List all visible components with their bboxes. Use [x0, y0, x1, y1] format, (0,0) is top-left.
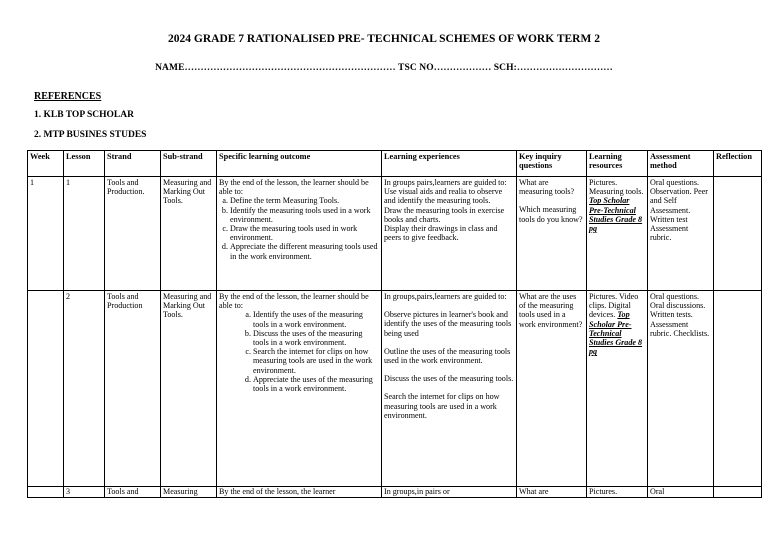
list-item: d. Appreciate the uses of the measuring tools in a work environment. — [253, 375, 379, 393]
experience-line: Observe pictures in learner's book and identify the uses of the measuring tools being used — [384, 310, 512, 338]
experience-line: Outline the uses of the measuring tools used in the work environment. — [384, 346, 511, 366]
outcome-intro: By the end of the lesson, the learner should be able to: — [219, 178, 369, 197]
question-line: Which measuring tools do you know? — [519, 205, 583, 224]
list-item: d. Appreciate the different measuring tools used in the work environment. — [230, 242, 379, 260]
outcome-list — [219, 310, 379, 393]
cell-experiences — [382, 291, 517, 487]
cell-substrand: Measuring and Marking Out Tools. — [161, 291, 217, 487]
experience-line: Draw the measuring tools in exercise books and charts. — [384, 205, 505, 224]
scheme-of-work-table — [27, 150, 762, 498]
list-item: a. Define the term Measuring Tools. — [230, 196, 379, 205]
document-title: 2024 GRADE 7 RATIONALISED PRE- TECHNICAL SCHEMES OF WORK TERM 2 — [168, 33, 600, 45]
references-heading: REFERENCES — [34, 91, 102, 102]
reference-item: 2. MTP BUSINES STUDES — [34, 130, 147, 140]
cell-lesson: 1 — [64, 177, 105, 291]
cell-substrand: Measuring — [161, 487, 217, 498]
cell-assessment: Oral questions. Observation. Peer and Self Assessment. Written test Assessment rubric. — [648, 177, 714, 291]
table-row — [28, 487, 762, 498]
resources-text: Pictures. Measuring tools. — [589, 178, 644, 197]
list-item: a. Identify the uses of the measuring tools in a work environment. — [253, 310, 379, 328]
header-strand: Strand — [105, 151, 161, 177]
cell-outcome: By the end of the lesson, the learner — [217, 487, 382, 498]
cell-questions — [517, 177, 587, 291]
cell-experiences — [382, 177, 517, 291]
resources-text: Pictures. Video clips. Digital devices. — [589, 292, 639, 320]
header-key-inquiry-questions: Key inquiry questions — [517, 151, 587, 177]
header-lesson: Lesson — [64, 151, 105, 177]
cell-lesson: 3 — [64, 487, 105, 498]
reference-item: 1. KLB TOP SCHOLAR — [34, 110, 134, 120]
cell-week — [28, 291, 64, 487]
table-row — [28, 177, 762, 291]
cell-questions: What are — [517, 487, 587, 498]
header-assessment-method: Assessment method — [648, 151, 714, 177]
cell-strand: Tools and Production — [105, 291, 161, 487]
cell-lesson: 2 — [64, 291, 105, 487]
cell-strand: Tools and Production. — [105, 177, 161, 291]
question-line: What are the uses of the measuring tools used in a work environment? — [519, 292, 583, 329]
cell-week — [28, 487, 64, 498]
outcome-list — [219, 196, 379, 260]
cell-week: 1 — [28, 177, 64, 291]
header-learning-experiences: Learning experiences — [382, 151, 517, 177]
experience-line: Discuss the uses of the measuring tools. — [384, 374, 514, 384]
experience-line: In groups,pairs,learners are guided to: — [384, 292, 507, 301]
cell-resources — [587, 291, 648, 487]
cell-resources — [587, 177, 648, 291]
outcome-intro: By the end of the lesson, the learner should be able to: — [219, 292, 369, 311]
resources-reference: Top Scholar Pre-Technical Studies Grade 8 pg — [589, 196, 643, 234]
list-item: c. Draw the measuring tools used in work environment. — [230, 224, 379, 242]
header-learning-resources: Learning resources — [587, 151, 648, 177]
header-reflection: Reflection — [714, 151, 762, 177]
cell-experiences: In groups,in pairs or — [382, 487, 517, 498]
list-item: b. Discuss the uses of the measuring tools in a work environment. — [253, 329, 379, 347]
experience-line: Use visual aids and realia to observe and identify the measuring tools. — [384, 187, 503, 206]
question-line: What are measuring tools? — [519, 178, 575, 197]
cell-reflection — [714, 487, 762, 498]
cell-reflection — [714, 291, 762, 487]
experience-line: In groups pairs,learners are guided to: — [384, 178, 507, 187]
resources-reference: Top Scholar Pre-Technical Studies Grade 8 pg — [589, 310, 643, 357]
header-specific-learning-outcome: Specific learning outcome — [217, 151, 382, 177]
cell-reflection — [714, 177, 762, 291]
table-header-row — [28, 151, 762, 177]
cell-outcome — [217, 291, 382, 487]
name-tsc-school-line: NAME………………………………………………………… TSC NO……………… SCH:………………………… — [155, 63, 613, 73]
cell-resources: Pictures. — [587, 487, 648, 498]
cell-substrand: Measuring and Marking Out Tools. — [161, 177, 217, 291]
cell-assessment: Oral questions. Oral discussions. Written tests. Assessment rubric. Checklists. — [648, 291, 714, 487]
header-week: Week — [28, 151, 64, 177]
list-item: b. Identify the measuring tools used in a work environment. — [230, 206, 379, 224]
cell-outcome — [217, 177, 382, 291]
experience-line: Display their drawings in class and peers to give feedback. — [384, 224, 498, 243]
table-row — [28, 291, 762, 487]
header-substrand: Sub-strand — [161, 151, 217, 177]
cell-assessment: Oral — [648, 487, 714, 498]
cell-questions — [517, 291, 587, 487]
cell-strand: Tools and — [105, 487, 161, 498]
experience-line: Search the internet for clips on how measuring tools are used in a work environment. — [384, 392, 500, 420]
list-item: c. Search the internet for clips on how measuring tools are used in the work environment. — [253, 347, 379, 375]
